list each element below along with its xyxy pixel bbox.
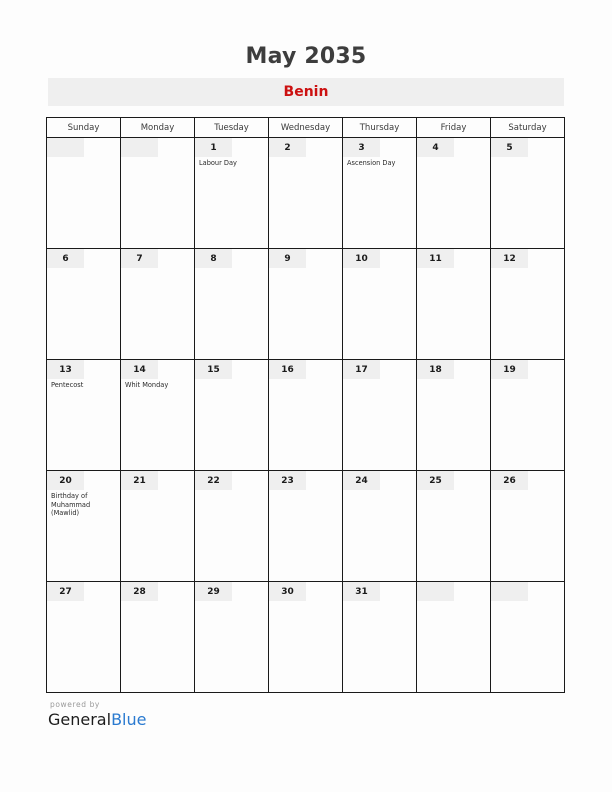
day-number: 16 xyxy=(269,360,306,379)
day-number: 20 xyxy=(47,471,84,490)
country-name: Benin xyxy=(283,84,329,100)
day-number: 11 xyxy=(417,249,454,268)
calendar-day-cell[interactable] xyxy=(121,249,195,360)
calendar-day-cell[interactable] xyxy=(195,249,269,360)
calendar-day-cell[interactable] xyxy=(343,360,417,471)
weekday-header-tuesday: Tuesday xyxy=(195,118,269,138)
calendar-day-cell[interactable] xyxy=(269,249,343,360)
day-number: 31 xyxy=(343,582,380,601)
day-number: 12 xyxy=(491,249,528,268)
calendar-day-cell[interactable] xyxy=(417,249,491,360)
calendar-week-row xyxy=(47,138,565,249)
day-number: 27 xyxy=(47,582,84,601)
footer-branding xyxy=(48,700,146,729)
weekday-header-wednesday: Wednesday xyxy=(269,118,343,138)
day-number: 23 xyxy=(269,471,306,490)
weekday-header-sunday: Sunday xyxy=(47,118,121,138)
holiday-list xyxy=(47,490,120,518)
day-number: 30 xyxy=(269,582,306,601)
calendar-day-cell[interactable] xyxy=(47,360,121,471)
day-number: 1 xyxy=(195,138,232,157)
holiday-label: Birthday of Muhammad (Mawlid) xyxy=(51,492,91,518)
day-number: 4 xyxy=(417,138,454,157)
day-number: 13 xyxy=(47,360,84,379)
day-number xyxy=(417,582,454,601)
calendar-day-cell[interactable] xyxy=(121,360,195,471)
day-number: 22 xyxy=(195,471,232,490)
brand-name-blue: Blue xyxy=(111,710,147,729)
calendar-day-cell[interactable] xyxy=(343,582,417,693)
holiday-label: Whit Monday xyxy=(125,381,169,389)
holiday-label: Pentecost xyxy=(51,381,84,389)
day-number: 8 xyxy=(195,249,232,268)
holiday-list xyxy=(121,379,194,390)
country-band xyxy=(48,78,564,106)
calendar-day-cell[interactable] xyxy=(343,138,417,249)
weekday-header-saturday: Saturday xyxy=(491,118,565,138)
day-number: 18 xyxy=(417,360,454,379)
calendar-day-cell-empty xyxy=(417,582,491,693)
day-number: 14 xyxy=(121,360,158,379)
calendar-day-cell[interactable] xyxy=(491,471,565,582)
calendar-day-cell[interactable] xyxy=(121,471,195,582)
day-number: 28 xyxy=(121,582,158,601)
day-number: 5 xyxy=(491,138,528,157)
holiday-label: Labour Day xyxy=(199,159,237,167)
calendar-day-cell[interactable] xyxy=(269,138,343,249)
calendar-day-cell[interactable] xyxy=(195,471,269,582)
calendar-day-cell[interactable] xyxy=(417,138,491,249)
weekday-header-thursday: Thursday xyxy=(343,118,417,138)
day-number: 9 xyxy=(269,249,306,268)
calendar-day-cell[interactable] xyxy=(47,582,121,693)
weekday-header-row xyxy=(47,118,565,138)
day-number: 3 xyxy=(343,138,380,157)
calendar-day-cell[interactable] xyxy=(121,582,195,693)
calendar-week-row xyxy=(47,471,565,582)
calendar-day-cell[interactable] xyxy=(47,471,121,582)
day-number: 21 xyxy=(121,471,158,490)
day-number: 19 xyxy=(491,360,528,379)
holiday-list xyxy=(343,157,416,168)
day-number: 26 xyxy=(491,471,528,490)
brand-name-general: General xyxy=(48,710,112,729)
holiday-list xyxy=(47,379,120,390)
calendar-day-cell-empty xyxy=(121,138,195,249)
calendar-day-cell-empty xyxy=(491,582,565,693)
calendar-week-row xyxy=(47,360,565,471)
calendar-day-cell[interactable] xyxy=(47,249,121,360)
weekday-header-monday: Monday xyxy=(121,118,195,138)
calendar-day-cell[interactable] xyxy=(195,138,269,249)
day-number: 25 xyxy=(417,471,454,490)
weekday-header-friday: Friday xyxy=(417,118,491,138)
day-number xyxy=(121,138,158,157)
calendar-body xyxy=(47,138,565,693)
calendar-week-row xyxy=(47,582,565,693)
day-number: 6 xyxy=(47,249,84,268)
page-title: May 2035 xyxy=(245,44,367,69)
calendar-day-cell[interactable] xyxy=(491,249,565,360)
generalblue-logo[interactable] xyxy=(48,710,146,729)
calendar-day-cell[interactable] xyxy=(417,360,491,471)
calendar-day-cell[interactable] xyxy=(195,582,269,693)
day-number: 17 xyxy=(343,360,380,379)
day-number: 24 xyxy=(343,471,380,490)
holiday-list xyxy=(195,157,268,168)
day-number: 10 xyxy=(343,249,380,268)
calendar-day-cell[interactable] xyxy=(269,471,343,582)
day-number xyxy=(491,582,528,601)
calendar-week-row xyxy=(47,249,565,360)
day-number: 2 xyxy=(269,138,306,157)
day-number: 7 xyxy=(121,249,158,268)
day-number: 29 xyxy=(195,582,232,601)
calendar-day-cell[interactable] xyxy=(269,360,343,471)
calendar-day-cell[interactable] xyxy=(195,360,269,471)
holiday-label: Ascension Day xyxy=(347,159,396,167)
calendar-day-cell[interactable] xyxy=(491,360,565,471)
day-number: 15 xyxy=(195,360,232,379)
calendar-day-cell[interactable] xyxy=(343,249,417,360)
day-number xyxy=(47,138,84,157)
calendar-day-cell[interactable] xyxy=(491,138,565,249)
calendar-grid xyxy=(46,117,565,693)
calendar-day-cell[interactable] xyxy=(343,471,417,582)
calendar-day-cell-empty xyxy=(47,138,121,249)
calendar-day-cell[interactable] xyxy=(417,471,491,582)
calendar-day-cell[interactable] xyxy=(269,582,343,693)
powered-by-label: powered by xyxy=(50,700,100,709)
